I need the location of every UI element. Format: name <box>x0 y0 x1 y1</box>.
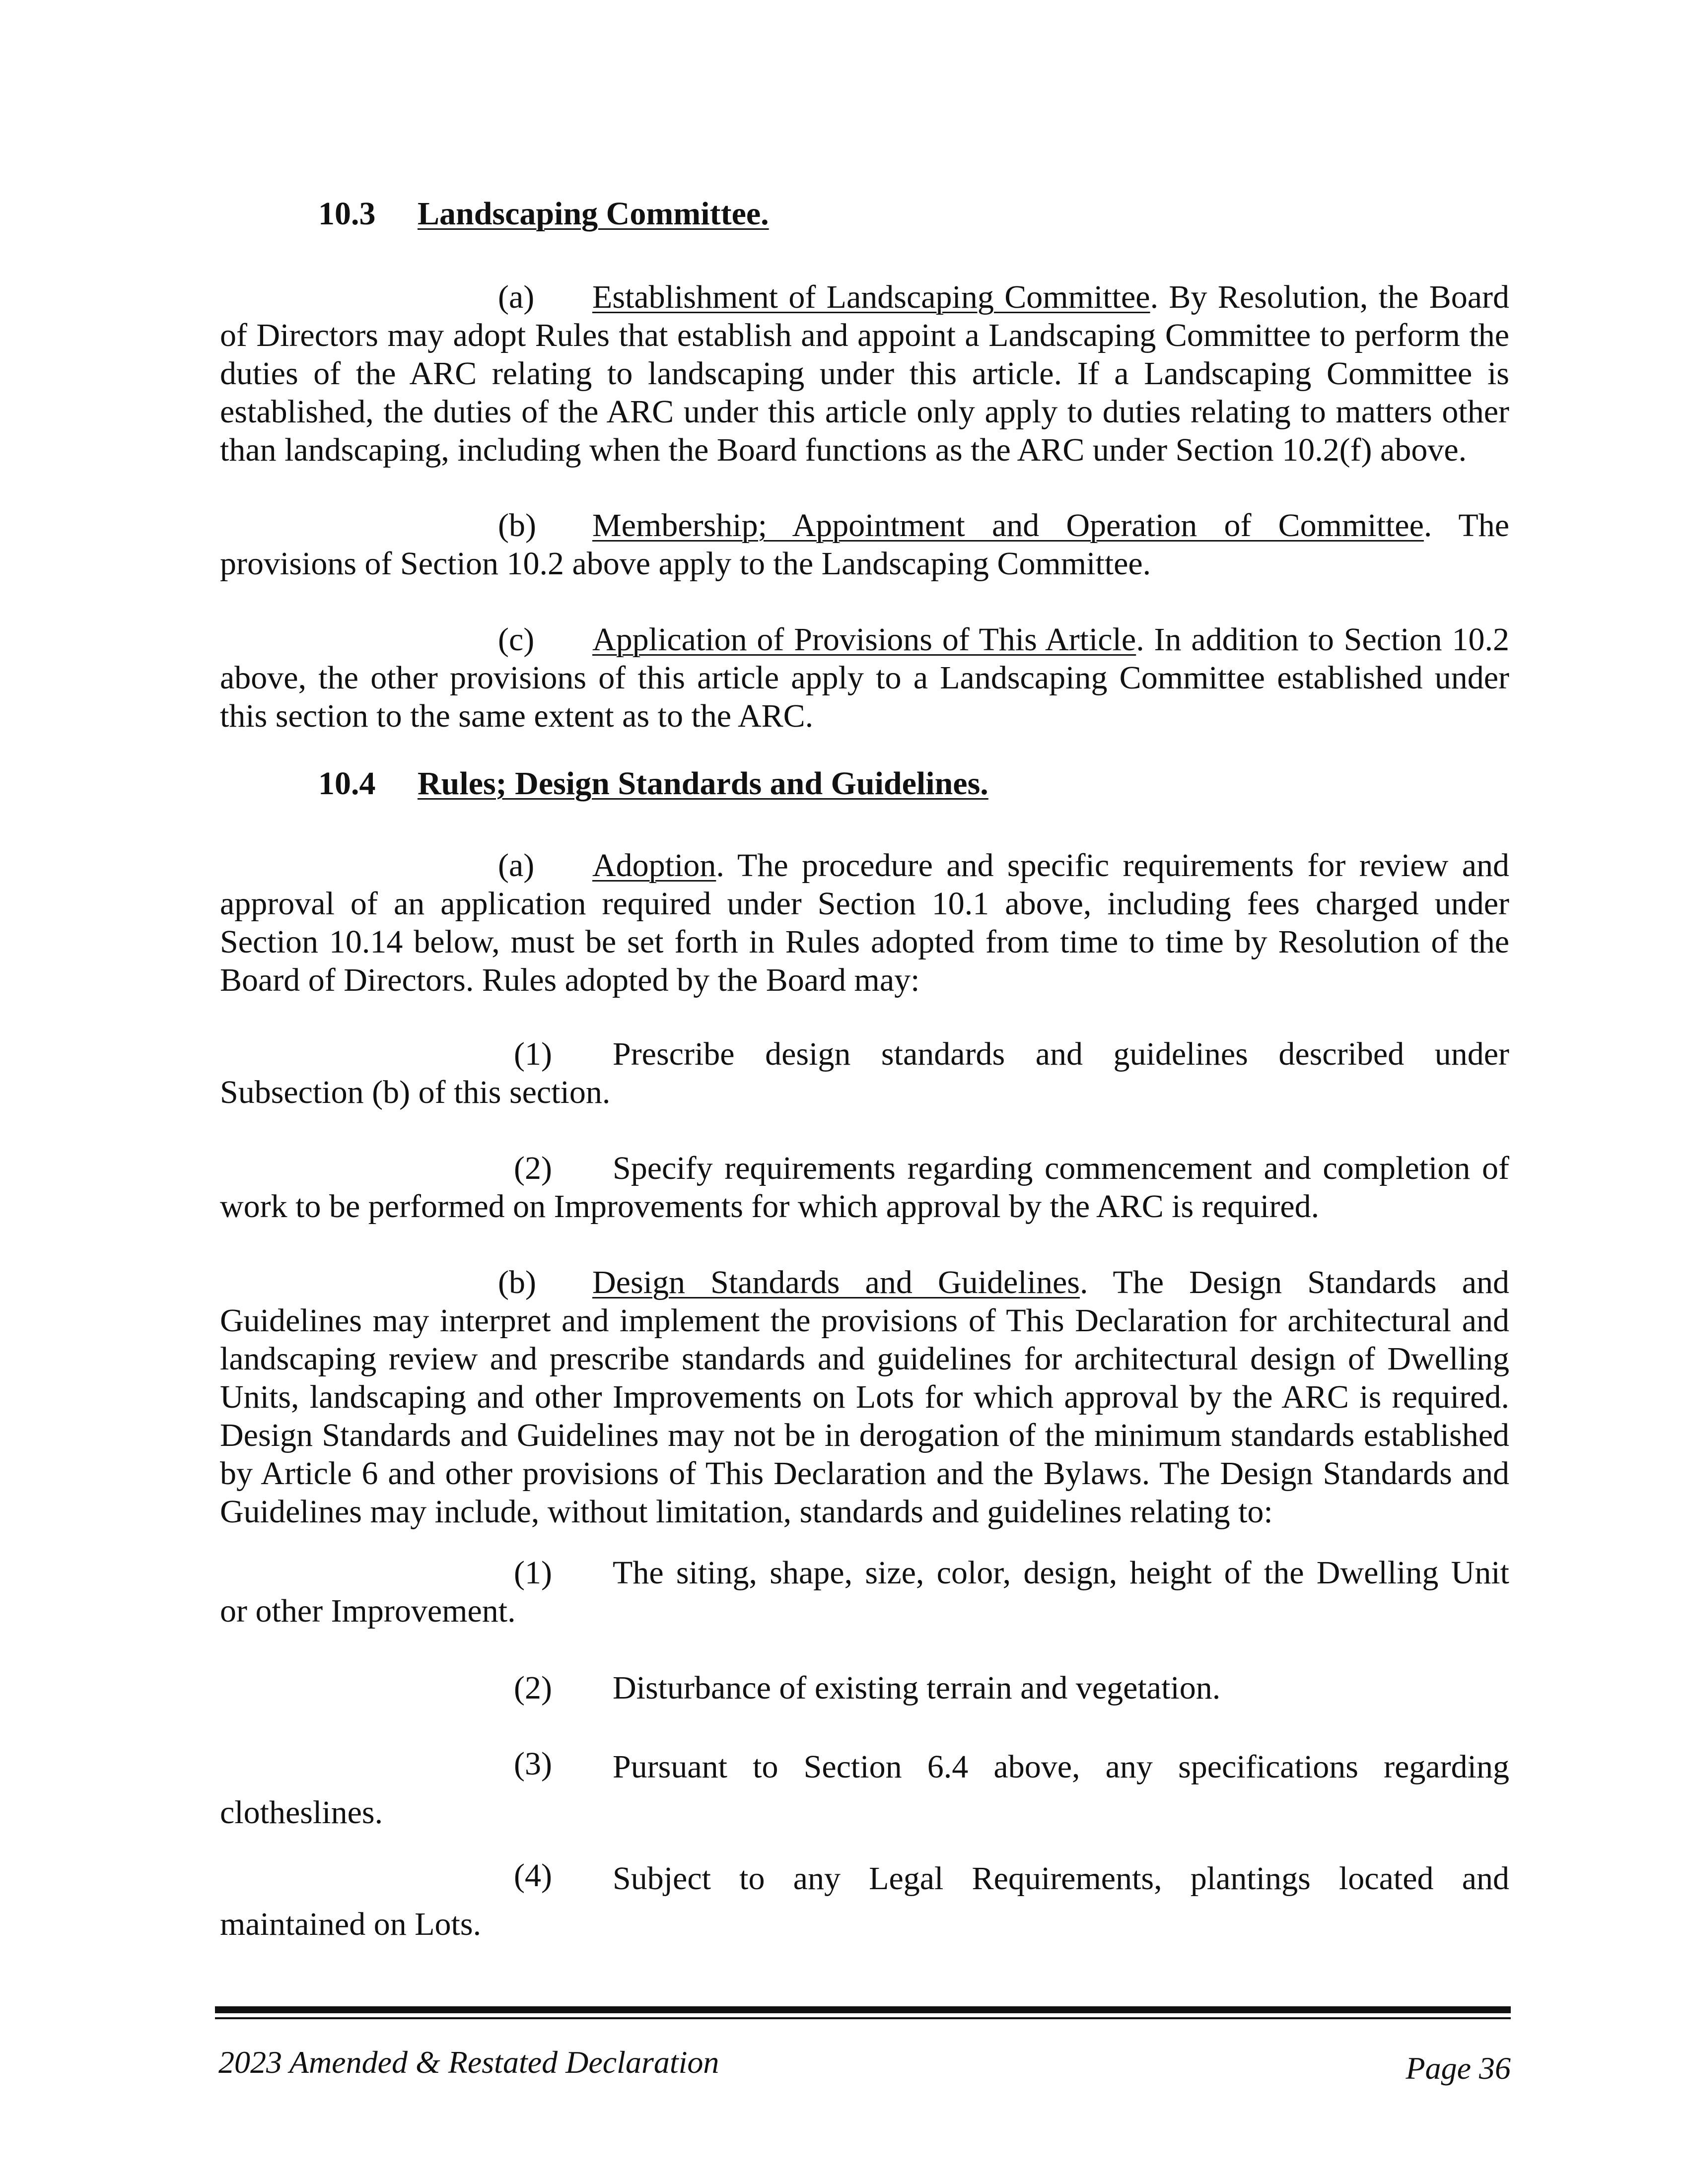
list-item-label: (2) <box>514 1670 552 1706</box>
paragraph-label: (b) <box>498 507 536 544</box>
paragraph-text: . By Resolution, the Board of Directors may adopt Rules that establish and appoint a Landscaping Committee to perform the duties of the ARC relating to landscaping under this article. If a Landscaping Committee is established, the duties of the ARC under this article only apply to duties relating to matters other than landscaping, including when the Board functions as the ARC under Section 10.2(f) above. <box>220 279 1509 468</box>
footer-page-number: Page 36 <box>1406 2050 1511 2086</box>
section-number: 10.3 <box>318 196 376 232</box>
paragraph-10-4-b <box>220 1263 1509 1531</box>
paragraph-label: (a) <box>498 847 535 884</box>
paragraph-text: . The Design Standards and Guidelines may interpret and implement the provisions of This Declaration for architectural and landscaping review and prescribe standards and guidelines for architectural design of Dwelling Units, landscaping and other Improvements on Lots for which approval by the ARC is required. Design Standards and Guidelines may not be in derogation of the minimum standards established by Article 6 and other provisions of This Declaration and the Bylaws. The Design Standards and Guidelines may include, without limitation, standards and guidelines relating to: <box>220 1264 1510 1530</box>
paragraph-heading: Membership; Appointment and Operation of Committee <box>592 507 1424 544</box>
paragraph-heading: Establishment of Landscaping Committee <box>592 279 1150 315</box>
paragraph-text: . The provisions of Section 10.2 above apply to the Landscaping Committee. <box>220 507 1509 582</box>
paragraph-text: . In addition to Section 10.2 above, the other provisions of this article apply to a Landscaping Committee established under this section to the same extent as to the ARC. <box>220 621 1509 734</box>
footer-document-title: 2023 Amended & Restated Declaration <box>218 2045 719 2080</box>
footer-rule-thin <box>215 2017 1511 2019</box>
list-item-label: (1) <box>514 1555 552 1591</box>
paragraph-10-4-a <box>220 846 1509 999</box>
paragraph-text: . The procedure and specific requirements for review and approval of an application required under Section 10.1 above, including fees charged under Section 10.14 below, must be set forth in Rules adopted from time to time by Resolution of the Board of Directors. Rules adopted by the Board may: <box>220 847 1509 998</box>
paragraph-heading: Adoption <box>592 847 716 884</box>
section-title: Landscaping Committee. <box>418 196 769 232</box>
list-item-continuation: work to be performed on Improvements for which approval by the ARC is required. <box>220 1188 1320 1225</box>
list-item-label: (3) <box>514 1746 552 1782</box>
list-item-10-4-b-4 <box>220 1856 1509 1946</box>
list-item-continuation: or other Improvement. <box>220 1593 516 1629</box>
paragraph-label: (b) <box>498 1264 536 1300</box>
list-item-continuation: maintained on Lots. <box>220 1906 482 1942</box>
list-item-continuation: clotheslines. <box>220 1794 383 1831</box>
list-item-10-4-b-1 <box>220 1554 1509 1633</box>
list-item-label: (4) <box>514 1857 552 1894</box>
list-item-10-4-a-1 <box>220 1035 1509 1114</box>
section-heading-10-4 <box>318 764 988 803</box>
list-item-10-4-a-2 <box>220 1149 1509 1228</box>
list-item-10-4-b-2 <box>220 1669 1509 1708</box>
list-item-text: Specify requirements regarding commencement and completion of <box>613 1150 1509 1186</box>
section-heading-10-3 <box>318 195 769 233</box>
section-title: Rules; Design Standards and Guidelines. <box>418 765 988 802</box>
paragraph-10-3-b <box>220 506 1509 583</box>
footer-rule <box>215 2006 1511 2013</box>
list-item-text: Prescribe design standards and guidelines described under <box>613 1036 1509 1072</box>
list-item-text: The siting, shape, size, color, design, height of the Dwelling Unit <box>613 1555 1509 1591</box>
paragraph-10-3-c <box>220 620 1509 735</box>
list-item-label: (1) <box>514 1036 552 1072</box>
paragraph-label: (c) <box>498 621 535 658</box>
list-item-10-4-b-3 <box>220 1745 1509 1834</box>
list-item-text: Subject to any Legal Requirements, plantings located and <box>613 1860 1509 1897</box>
paragraph-heading: Application of Provisions of This Article <box>592 621 1136 658</box>
list-item-text: Disturbance of existing terrain and vegetation. <box>613 1670 1221 1706</box>
list-item-label: (2) <box>514 1150 552 1186</box>
list-item-text: Pursuant to Section 6.4 above, any specifications regarding <box>613 1749 1509 1785</box>
paragraph-10-3-a <box>220 278 1509 469</box>
list-item-continuation: Subsection (b) of this section. <box>220 1074 611 1110</box>
paragraph-label: (a) <box>498 279 535 315</box>
section-number: 10.4 <box>318 765 376 802</box>
paragraph-heading: Design Standards and Guidelines <box>592 1264 1080 1300</box>
